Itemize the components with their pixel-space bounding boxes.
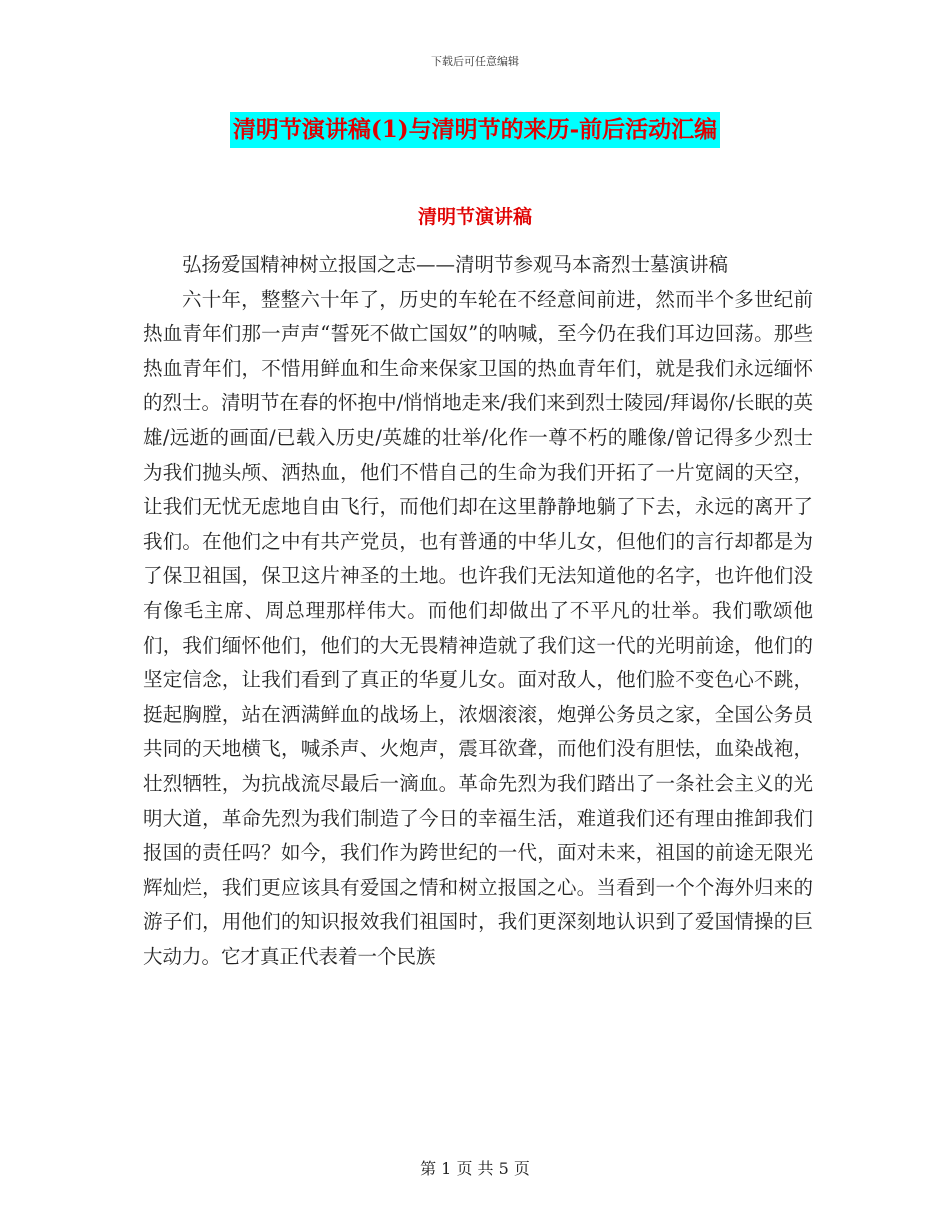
document-title-container	[0, 112, 950, 148]
document-body	[143, 218, 813, 974]
body-paragraph: 六十年，整整六十年了，历史的车轮在不经意间前进，然而半个多世纪前热血青年们那一声声“誓死不做亡国奴”的呐喊，至今仍在我们耳边回荡。那些热血青年们，不惜用鲜血和生命来保家卫国的热血青年们，就是我们永远缅怀的烈士。清明节在春的怀抱中/悄悄地走来/我们来到烈士陵园/拜谒你/长眠的英雄/远逝的画面/已载入历史/英雄的壮举/化作一尊不朽的雕像/曾记得多少烈士为我们抛头颅、洒热血，他们不惜自己的生命为我们开拓了一片宽阔的天空，让我们无忧无虑地自由飞行，而他们却在这里静静地躺了下去，永远的离开了我们。在他们之中有共产党员，也有普通的中华儿女，但他们的言行却都是为了保卫祖国，保卫这片神圣的土地。也许我们无法知道他的名字，也许他们没有像毛主席、周总理那样伟大。而他们却做出了不平凡的壮举。我们歌颂他们，我们缅怀他们，他们的大无畏精神造就了我们这一代的光明前途，他们的坚定信念，让我们看到了真正的华夏儿女。面对敌人，他们脸不变色心不跳，挺起胸膛，站在洒满鲜血的战场上，浓烟滚滚，炮弹公务员之家，全国公务员共同的天地横飞，喊杀声、火炮声，震耳欲聋，而他们没有胆怯，血染战袍，壮烈牺牲，为抗战流尽最后一滴血。革命先烈为我们踏出了一条社会主义的光明大道，革命先烈为我们制造了今日的幸福生活，难道我们还有理由推卸我们报国的责任吗？如今，我们作为跨世纪的一代，面对未来，祖国的前途无限光辉灿烂，我们更应该具有爱国之情和树立报国之心。当看到一个个海外归来的游子们，用他们的知识报效我们祖国时，我们更深刻地认识到了爱国情操的巨大动力。它才真正代表着一个民族	[143, 287, 813, 968]
section-title: 清明节演讲稿	[417, 206, 532, 228]
speech-subtitle: 弘扬爱国精神树立报国之志——清明节参观马本斋烈士墓演讲稿	[182, 253, 729, 276]
body-top-gap	[143, 218, 813, 248]
document-title: 清明节演讲稿(1)与清明节的来历-前后活动汇编	[230, 112, 720, 148]
header-note: 下载后可任意编辑	[431, 55, 519, 68]
page-number: 第 1 页 共 5 页	[420, 1159, 530, 1178]
